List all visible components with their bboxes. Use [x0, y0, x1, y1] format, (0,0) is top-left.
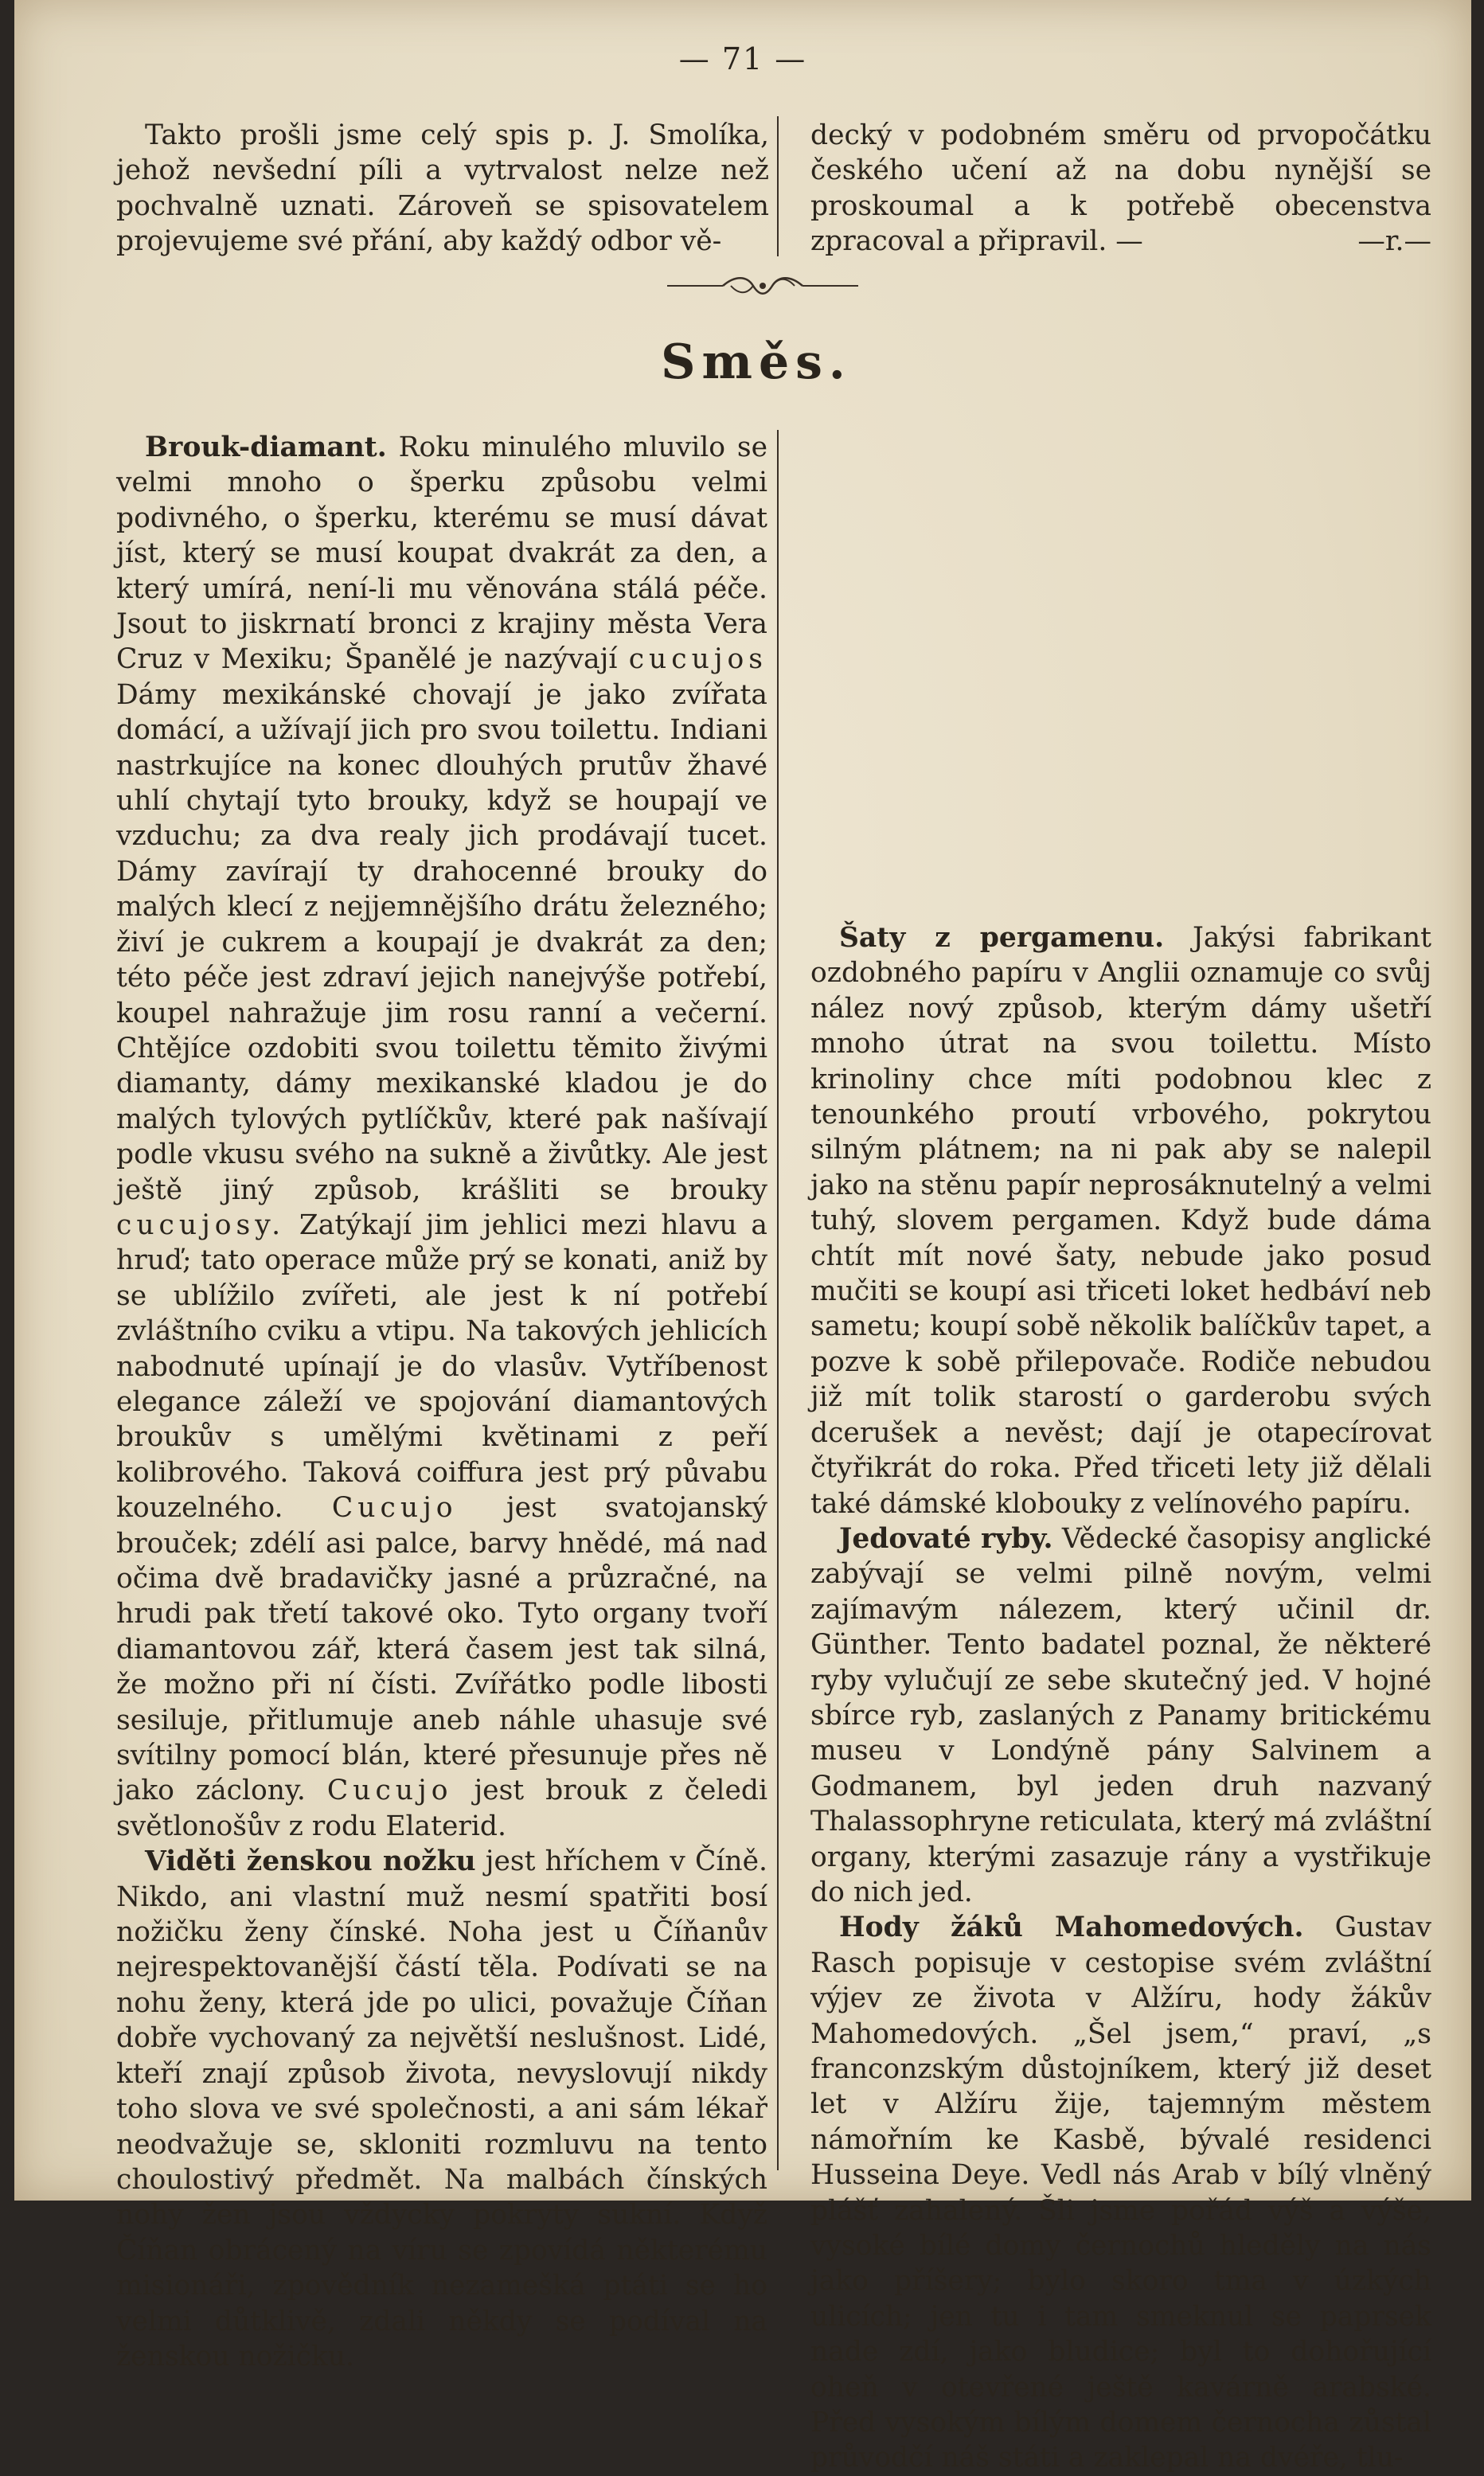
article-jedovate-ryby	[810, 1521, 1431, 1910]
article-text: jest svatojanský brouček; zdélí asi palce, barvy hnědé, má nad očima dvě bradavičky jasné a průzračné, na hrudi pak třetí takové oko. Tyto organy tvoří diamantovou zář, která časem jest tak silná, že možno při ní čísti. Zvířátko podle libosti sesiluje, přitlumuje aneb náhle uhasuje své svítilny pomocí blán, které přesunuje přes ně jako záclony.	[116, 1492, 767, 1807]
article-title: Viděti ženskou nožku	[145, 1845, 476, 1878]
main-left-column	[116, 430, 767, 2374]
article-title: Jedovaté ryby.	[839, 1522, 1053, 1555]
article-title: Hody žáků Mahomedových.	[839, 1912, 1304, 1944]
article-text: Roku minulého mluvilo se velmi mnoho o šperku způsobu velmi podivného, o šperku, kterému se musí dávat jíst, který se musí koupat dvakrát za den, a který umírá, není-li mu věnována stálá péče. Jsout to jiskrnatí bronci z krajiny města Vera Cruz v Mexiku; Španělé je nazývají	[116, 432, 767, 676]
review-conclusion-right-text: decký v podobném směru od prvopočátku českého učení až na dobu nynější se proskoumal a k potřebě obecenstva zpracoval a připravil. —	[810, 119, 1431, 258]
article-text: Zatýkají jim jehlici mezi hlavu a hruď; tato operace může prý se konati, aniž by se ublížilo zvířeti, ale jest k ní potřebí zvláštního cviku a vtipu. Na takových jehlicích nabodnuté upínají je do vlasův. Vytříbenost elegance záleží ve spojování diamantových broukův s umělými květinami z peří kolibrového. Taková coiffura jest prý půvabu kouzelného.	[116, 1209, 767, 1525]
article-hody-zaku	[810, 1910, 1431, 2476]
article-saty-z-pergamenu	[810, 920, 1431, 1521]
article-zenska-nozka	[116, 1844, 767, 2374]
article-title: Šaty z pergamenu.	[839, 922, 1165, 954]
book-page	[14, 0, 1471, 2474]
article-title: Brouk-diamant.	[145, 432, 387, 463]
top-left-column	[116, 118, 769, 260]
top-right-column	[810, 118, 1431, 260]
spaced-word: Cucujo	[331, 1492, 458, 1525]
section-title: Směs.	[661, 334, 852, 390]
review-conclusion-left: Takto prošli jsme celý spis p. J. Smolíka, jehož nevšední píli a vytrvalost nelze než pochvalně uznati. Zároveň se spisovatelem projevujeme své přání, aby každý odbor vě-	[116, 119, 769, 258]
column-rule-main	[777, 430, 779, 2170]
spaced-word: cucujos	[628, 643, 767, 676]
ornament-divider	[667, 272, 858, 299]
column-rule-top	[777, 116, 779, 256]
spaced-word: cucujosy.	[116, 1209, 286, 1241]
signature: —r.—	[1357, 225, 1431, 258]
article-text: Jakýsi fabrikant ozdobného papíru v Anglii oznamuje co svůj nález nový způsob, kterým dámy ušetří mnoho útrat na svou toilettu. Místo krinoliny chce míti podobnou klec z tenounkého proutí vrbového, pokrytou silným plátnem; na ni pak aby se nalepil jako na stěnu papír neprosáknutelný a velmi tuhý, slovem pergamen. Když bude dáma chtít mít nové šaty, nebude jako posud mučiti se koupí asi třiceti loket hedbáví neb sametu; koupí sobě několik balíčkův tapet, a pozve k sobě přilepovače. Rodiče nebudou již mít tolik starostí o garderobu svých dcerušek a nevěst; dají je otapecírovat čtyřikrát do roka. Před třiceti lety již dělali také dámské klobouky z velínového papíru.	[810, 922, 1431, 1520]
article-text: jest brouk z čeledi světlonošův z rodu Elaterid.	[116, 1775, 767, 1842]
article-text: Dámy mexikánské chovají je jako zvířata domácí, a užívají jich pro svou toilettu. Indiani nastrkujíce na konec dlouhých prutův žhavé uhlí chytají tyto brouky, když se houpají ve vzduchu; za dva realy jich prodávají tucet. Dámy zavírají ty drahocenné brouky do malých klecí z nejjemnějšího drátu železného; živí je cukrem a koupají je dvakrát za den; této péče jest zdraví jejich nanejvýše potřebí, koupel nahražuje jim rosu ranní a večerní. Chtějíce ozdobiti svou toilettu těmito živými diamanty, dámy mexikanské kladou je do malých tylových pytlíčkův, které pak našívají podle vkusu svého na sukně a živůtky. Ale jest ještě jiný způsob, krášliti se brouky	[116, 678, 767, 1206]
main-right-column-content	[810, 920, 1431, 2476]
article-text: jest hříchem v Číně. Nikdo, ani vlastní muž nesmí spatřiti bosí nožičku ženy čínské. Noha jest u Číňanův nejrespektovanější částí těla. Podívati se na nohu ženy, která jde po ulici, považuje Číňan dobře vychovaný za největší neslušnost. Lidé, kteří znají způsob života, nevyslovují nikdy toho slova ve své společnosti, a ani sám lékař neodvažuje se, skloniti rozmluvu na tento choulostivý předmět. Na malbách čínských nohy žen jsou vždycky pokryty sukní. Když Číňan obrácený na víru se zpovídá některému misionáři, zpovědník nezamešká ptáti se ho velmi důtklivě, zdali někdy se podíval na ženskou nožičku.	[116, 1845, 768, 2373]
article-text: Gustav Rasch popisuje v cestopise svém zvláštní výjev ze života v Alžíru, hody žákův Mahomedových. „Šel jsem,“ praví, „s franconzským důstojníkem, který již deset let v Alžíru žije, tajemným městem námořním ke Kasbě, bývalé residenci Husseina Deye. Vedl nás Arab v bílý vlněný plášť zahalený. Šli jsme pořád výš a výše, vysoké bílé domy černochů hleděly na nás jako příšery; bylo skoro tma v úzkých ulicích; jen tu i tam smeknul se paprsek nade zdí, jako bludice; byl to dohořující oheň v otevřené ještě kavárně arabské. Před vysokým bílým domem černocha zůstal průvodčí náš státi a zaklepal na dvéře, tlu-	[810, 1912, 1432, 2474]
review-conclusion-right	[810, 118, 1431, 260]
article-text: Vědecké časopisy anglické zabývají se velmi pilně novým, velmi zajímavým nálezem, který učinil dr. Günther. Tento badatel poznal, že některé ryby vylučují ze sebe skutečný jed. V hojné sbírce ryb, zaslaných z Panamy britickému museu v Londýně pány Salvinem a Godmanem, byl jeden druh nazvaný Thalassophryne reticulata, který má zvláštní organy, kterými zasazuje rány a vystřikuje do nich jed.	[810, 1522, 1432, 1908]
page-number: — 71 —	[678, 41, 807, 76]
spaced-word: Cucujo	[326, 1775, 453, 1807]
article-brouk-diamant	[116, 430, 767, 1844]
